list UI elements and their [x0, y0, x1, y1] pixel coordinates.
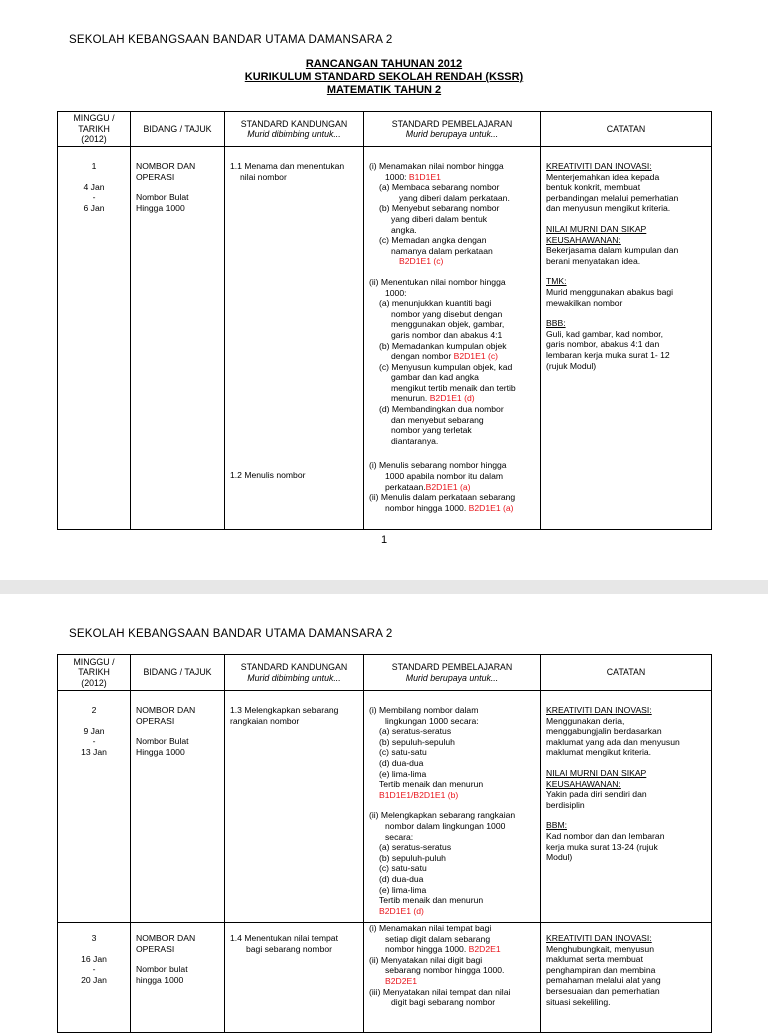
learning-standard-cell: (i) Menamakan nilai tempat bagi setiap digit dalam sebarang nombor hingga 1000. B2D2E1 (ii) Menyatakan nilai digit bagi sebarang nombor hingga 1000. B2D2E1 (iii) Menyatakan nilai tempat dan nilai digit bagi sebarang nombor [364, 923, 541, 1033]
header-catatan: CATATAN [541, 655, 712, 691]
document-title [0, 58, 768, 97]
header-bidang: BIDANG / TAJUK [131, 112, 225, 147]
code-label: B1D1E1/B2D1E1 (b) [379, 789, 459, 800]
table-row [58, 691, 712, 923]
title-line-1: RANCANGAN TAHUNAN 2012 [305, 58, 463, 70]
table-header-row [58, 112, 712, 147]
school-name-page2: SEKOLAH KEBANGSAAN BANDAR UTAMA DAMANSARA 2 [69, 628, 393, 640]
learning-standard-cell: (i) Membilang nombor dalam lingkungan 1000 secara: (a) seratus-seratus (b) sepuluh-sepuluh (c) satu-satu (d) dua-dua (e) lima-lima Tertib menaik dan menurun B1D1E1/B2D1E1 (b) (ii) Melengkapkan sebarang rangkaian nombor dalam lingkungan 1000 secara: (a) seratus-seratus (b) sepuluh-puluh (c) satu-satu (d) dua-dua (e) lima-lima Tertib menaik dan menurun B2D1E1 (d) [364, 691, 541, 923]
code-label: B2D2E1 [385, 975, 418, 986]
code-label: B2D1E1 (d) [379, 905, 424, 916]
page-number: 1 [380, 534, 388, 546]
page-separator [0, 580, 768, 594]
header-standard-pembelajaran: STANDARD PEMBELAJARAN Murid berupaya untuk... [364, 655, 541, 691]
title-line-3: MATEMATIK TAHUN 2 [326, 84, 442, 96]
header-minggu: MINGGU / TARIKH (2012) [58, 655, 131, 691]
learning-standard-cell: (i) Menamakan nilai nombor hingga 1000: B1D1E1 (a) Membaca sebarang nombor yang diberi dalam perkataan. (b) Menyebut sebarang nombor yang diberi dalam bentuk angka. (c) Memadan angka dengan namanya dalam perkataan B2D1E1 (c) (ii) Menentukan nilai nombor hingga 1000: (a) menunjukkan kuantiti bagi nombor yang disebut dengan menggunakan objek, gambar, garis nombor dan abakus 4:1 (b) Memadankan kumpulan objek dengan nombor B2D1E1 (c) (c) Menyusun kumpulan objek, kad gambar dan kad angka mengikut tertib menaik dan tertib menurun. B2D1E1 (d) (d) Membandingkan dua nombor dan menyebut sebarang nombor yang terletak diantaranya. (i) Menulis sebarang nombor hingga 1000 apabila nombor itu dalam perkataan.B2D1E1 (a) (ii) Menulis dalam perkataan sebarang nombor hingga 1000. B2D1E1 (a) [364, 147, 541, 530]
header-bidang: BIDANG / TAJUK [131, 655, 225, 691]
table-row [58, 923, 712, 1033]
code-label: B2D1E1 (c) [453, 351, 499, 362]
title-line-2: KURIKULUM STANDARD SEKOLAH RENDAH (KSSR) [244, 71, 524, 83]
notes-cell: KREATIVITI DAN INOVASI: Menterjemahkan idea kepada bentuk konkrit, membuat perbandingan melalui pemerhatian dan menyusun mengikut kriteria. NILAI MURNI DAN SIKAP KEUSAHAWANAN: Bekerjasama dalam kumpulan dan berani menyatakan idea. TMK: Murid menggunakan abakus bagi mewakilkan nombor BBB: Guli, kad gambar, kad nombor, garis nombor, abakus 4:1 dan lembaran kerja muka surat 1- 12 (rujuk Modul) [541, 147, 712, 530]
topic-cell: NOMBOR DAN OPERASI Nombor Bulat Hingga 1000 [131, 147, 225, 530]
code-label: B2D1E1 (c) [399, 256, 444, 267]
week-cell: 2 9 Jan - 13 Jan [58, 691, 131, 923]
topic-cell: NOMBOR DAN OPERASI Nombor bulat hingga 1000 [131, 923, 225, 1033]
header-standard-pembelajaran: STANDARD PEMBELAJARAN Murid berupaya untuk... [364, 112, 541, 147]
code-label: B2D1E1 (d) [429, 393, 475, 404]
plan-table-page2 [57, 654, 712, 1033]
code-label: B1D1E1 [408, 171, 441, 182]
code-label: B2D2E1 [468, 944, 501, 955]
week-cell: 1 4 Jan - 6 Jan [58, 147, 131, 530]
header-standard-kandungan: STANDARD KANDUNGAN Murid dibimbing untuk... [225, 112, 364, 147]
content-standard-cell: 1.1 Menama dan menentukan nilai nombor 1.2 Menulis nombor [225, 147, 364, 530]
code-label: B2D1E1 (a) [425, 481, 471, 492]
plan-table-page1 [57, 111, 712, 530]
notes-cell: KREATIVITI DAN INOVASI: Menghubungkait, menyusun maklumat serta membuat penghampiran dan membina pemahaman melalui alat yang bersesuaian dan pemerhatian situasi sekeliling. [541, 923, 712, 1033]
table-row [58, 147, 712, 530]
notes-cell: KREATIVITI DAN INOVASI: Menggunakan deria, menggabungjalin berdasarkan maklumat yang ada dan menyusun maklumat mengikut kriteria. NILAI MURNI DAN SIKAP KEUSAHAWANAN: Yakin pada diri sendiri dan berdisiplin BBM: Kad nombor dan dan lembaran kerja muka surat 13-24 (rujuk Modul) [541, 691, 712, 923]
header-minggu: MINGGU / TARIKH (2012) [58, 112, 131, 147]
table-header-row [58, 655, 712, 691]
school-name-page1: SEKOLAH KEBANGSAAN BANDAR UTAMA DAMANSARA 2 [69, 34, 393, 46]
header-catatan: CATATAN [541, 112, 712, 147]
week-cell: 3 16 Jan - 20 Jan [58, 923, 131, 1033]
header-standard-kandungan: STANDARD KANDUNGAN Murid dibimbing untuk... [225, 655, 364, 691]
topic-cell: NOMBOR DAN OPERASI Nombor Bulat Hingga 1000 [131, 691, 225, 923]
content-standard-cell: 1.3 Melengkapkan sebarang rangkaian nombor [225, 691, 364, 923]
code-label: B2D1E1 (a) [468, 502, 514, 513]
content-standard-cell: 1.4 Menentukan nilai tempat bagi sebarang nombor [225, 923, 364, 1033]
